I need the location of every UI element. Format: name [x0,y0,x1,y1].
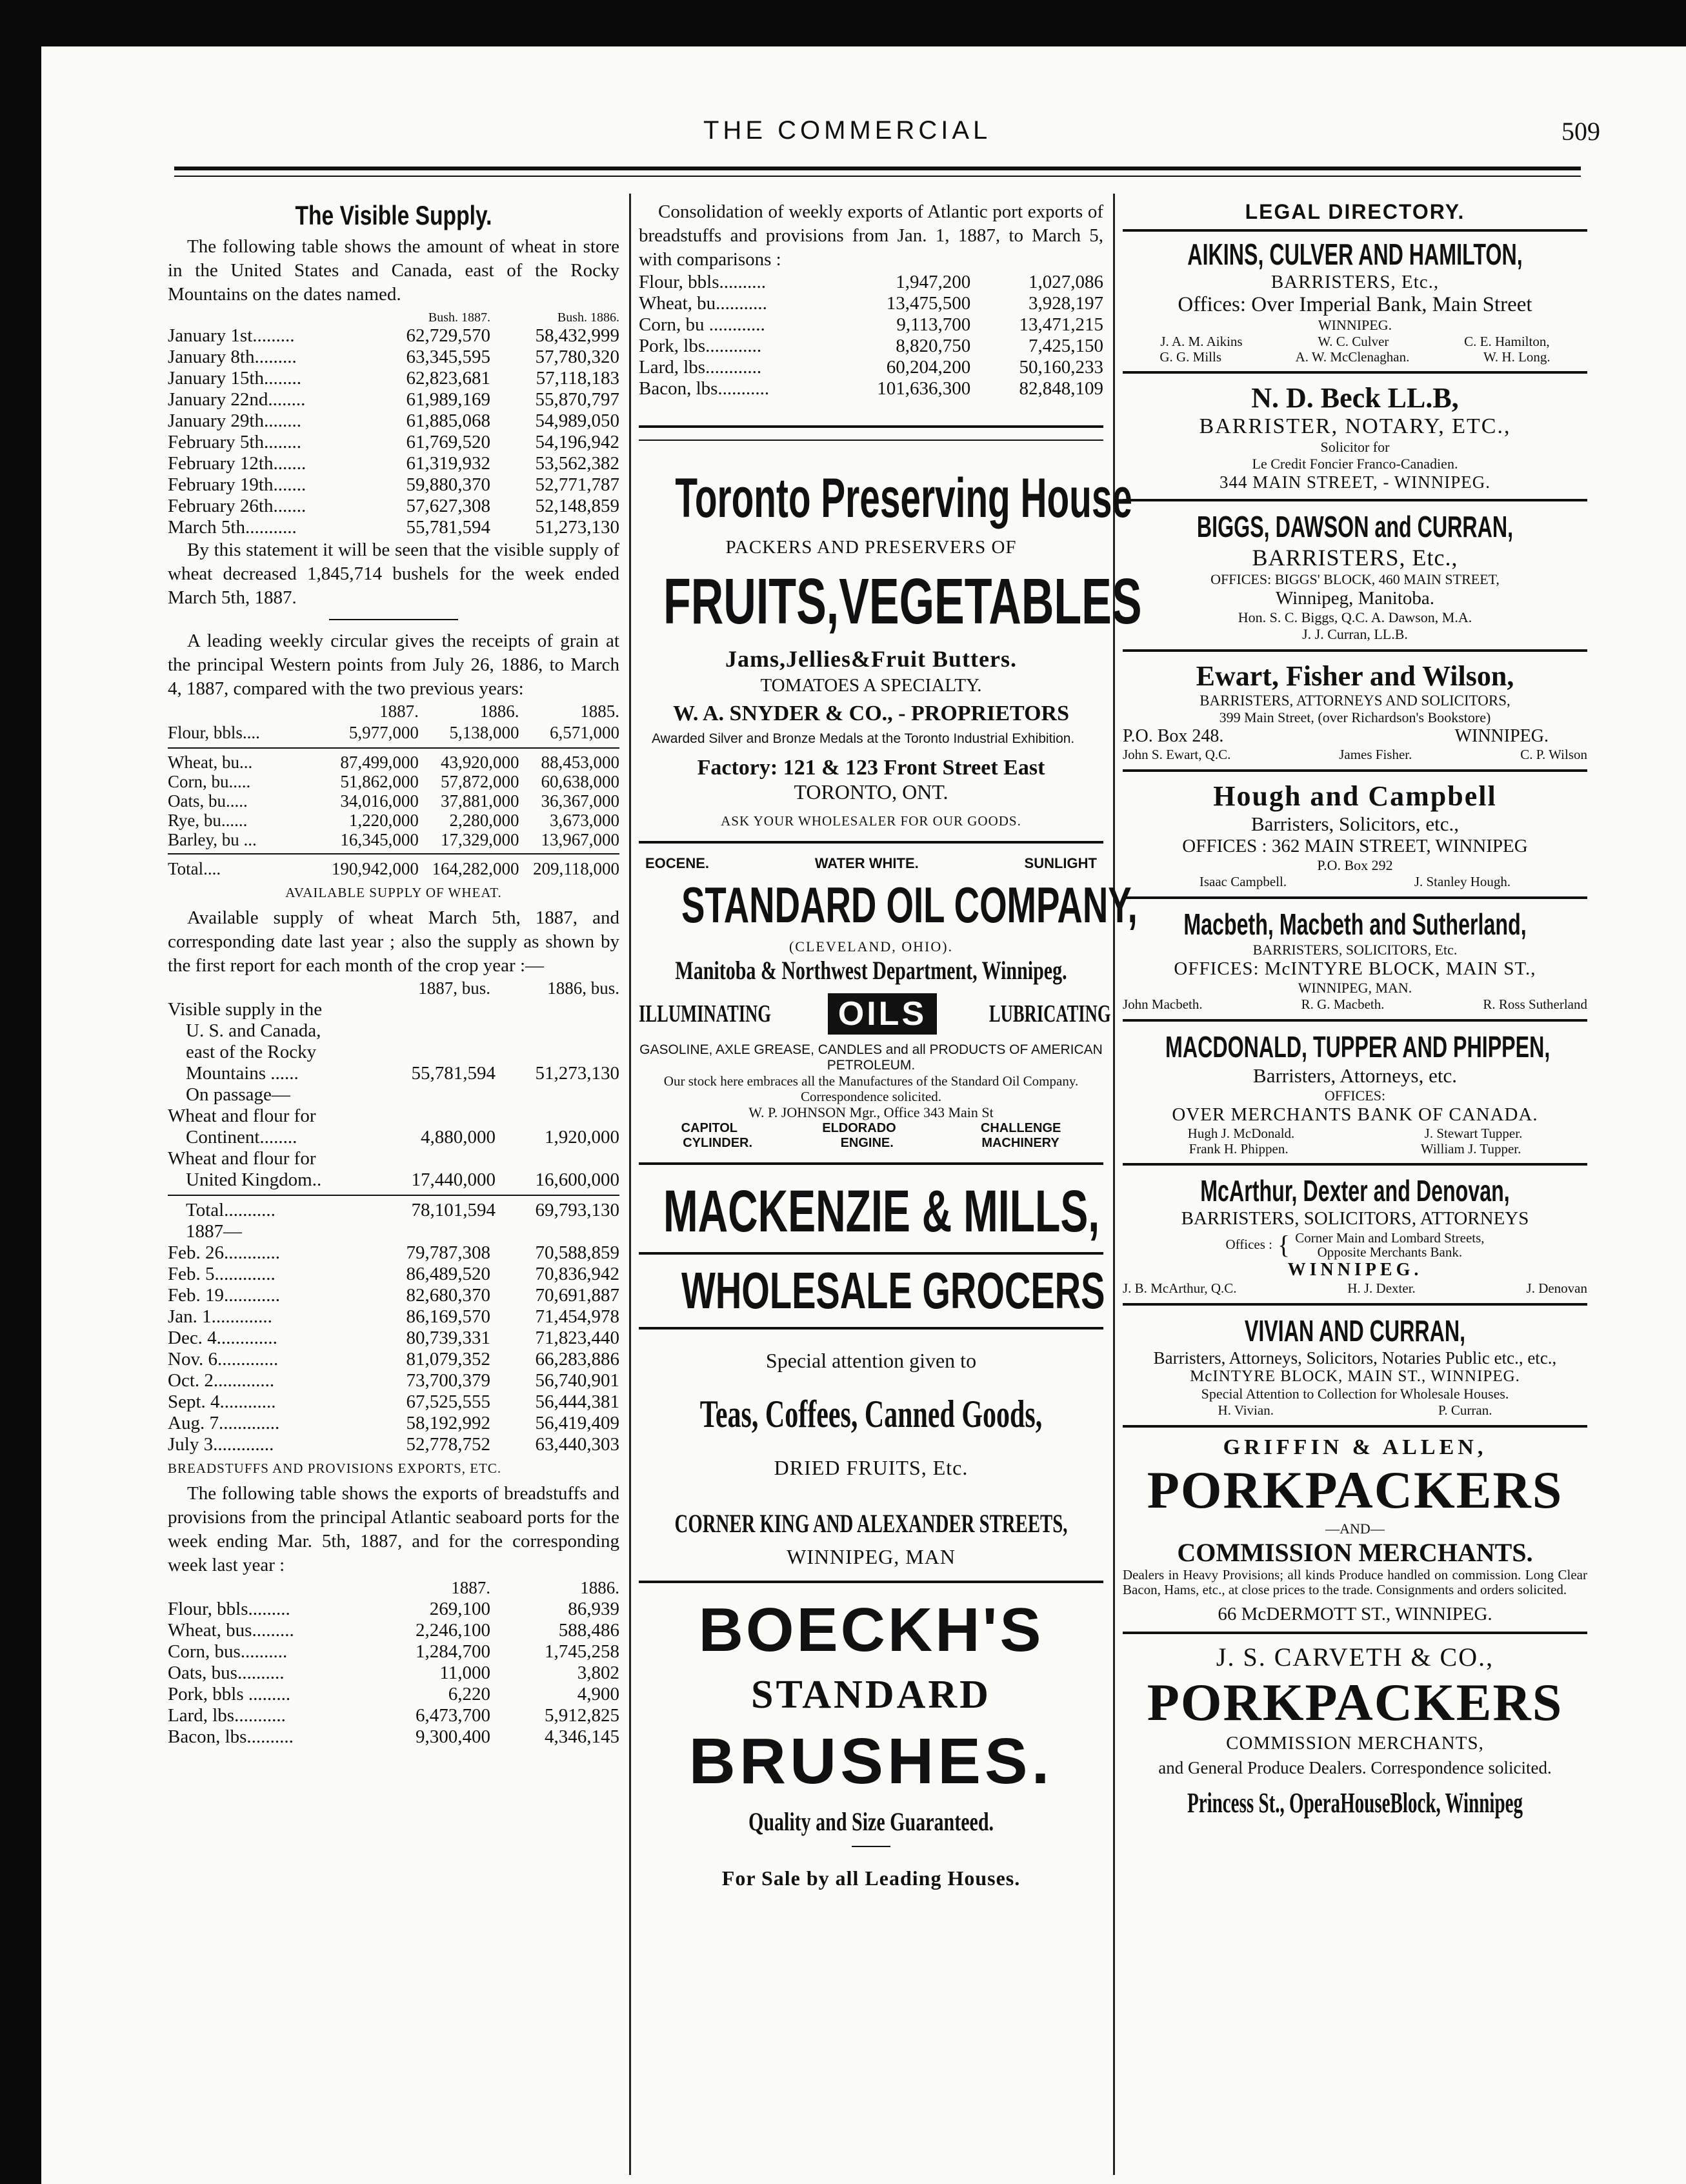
listing-text: Winnipeg, Manitoba. [1275,588,1435,609]
table-row: Corn, bu ............ 9,113,700 13,471,215 [639,314,1104,335]
table-row: U. S. and Canada, [186,1020,321,1041]
column-divider-1 [629,194,631,2175]
available-supply-table [168,1242,619,1455]
divider [852,1846,890,1847]
ad-text: TOMATOES A SPECIALTY. [760,675,982,696]
table-row: Wheat and flour for [168,1106,316,1126]
listing-text: BARRISTERS, Etc., [1252,545,1458,571]
ad-divider [639,1252,1103,1255]
scan-left-border [0,46,41,2184]
listing-text: BARRISTERS, ATTORNEYS AND SOLICITORS, [1199,693,1510,709]
ad-divider [639,1327,1103,1330]
divider [168,853,619,854]
page-number: 509 [1561,117,1600,146]
listing-text: WINNIPEG. [1318,317,1392,333]
listing-title: MACDONALD, TUPPER AND PHIPPEN, [1165,1030,1551,1064]
table-row: March 5th........... 55,781,594 51,273,130 [168,517,619,538]
listing-text: Barristers, Solicitors, etc., [1251,813,1459,835]
listing-names: Isaac Campbell. J. Stanley Hough. [1199,874,1511,889]
table-row: January 1st......... 62,729,570 58,432,999 [168,325,619,346]
listing-title: Ewart, Fisher and Wilson, [1196,660,1514,692]
ad-tags: EOCENE. WATER WHITE. SUNLIGHT [645,855,1097,871]
listing-text: 399 Main Street, (over Richardson's Bookstore) [1219,709,1491,725]
table-row: United Kingdom.. 17,440,000 16,600,000 [186,1169,619,1190]
listing-vivian [1123,1313,1587,1419]
table-row: Wheat and flour for [168,1148,316,1169]
listing-title: VIVIAN AND CURRAN, [1244,1314,1466,1348]
dir-divider [1123,1425,1587,1428]
ad-text: CAPITOL ELDORADO CHALLENGE [681,1121,1061,1135]
listing-text: McINTYRE BLOCK, MAIN ST., WINNIPEG. [1190,1368,1520,1385]
ad-text: LUBRICATING [989,1000,1111,1027]
paragraph: A leading weekly circular gives the receipts of grain at the principal Western points from July 26, 1886, to March 4, 1887, compared with the two previous years: [168,631,619,699]
table-row: January 8th......... 63,345,595 57,780,320 [168,347,619,367]
table-row: Sept. 4............ 67,525,555 56,444,381 [168,1391,619,1412]
boeckh-brushes-ad [639,1595,1103,1890]
table-header: Bush. 1887. Bush. 1886. [428,310,619,325]
listing-text: Offices: Over Imperial Bank, Main Street [1178,293,1532,316]
listing-title: BIGGS, DAWSON and CURRAN, [1196,510,1514,543]
paragraph: By this statement it will be seen that the visible supply of wheat decreased 1,845,714 bushels for the week ended March 5th, 1887. [168,540,619,608]
table-row: February 5th........ 61,769,520 54,196,942 [168,432,619,452]
table-row: February 12th....... 61,319,932 53,562,382 [168,453,619,474]
visible-supply-table [168,325,619,538]
table-row: January 22nd........ 61,989,169 55,870,797 [168,389,619,410]
ad-text: Special attention given to [765,1349,977,1372]
listing-names: J. A. M. Aikins W. C. Culver C. E. Hamilton, [1160,334,1550,349]
table-row: Feb. 5............. 86,489,520 70,836,942 [168,1264,619,1284]
column-visible-supply [168,187,619,1748]
ad-headline: FRUITS,VEGETABLES [663,565,1142,638]
ad-text: Princess St., OperaHouseBlock, Winnipeg [1187,1787,1523,1819]
listing-aikins [1123,237,1587,365]
listing-text: WINNIPEG, MAN. [1298,980,1412,996]
listing-names: G. G. Mills A. W. McClenaghan. W. H. Long. [1159,349,1551,365]
table-row: On passage— [186,1084,290,1105]
oils-banner [639,993,1111,1035]
dir-divider [1123,1303,1587,1306]
table-row: Corn, bu..... 51,862,000 57,872,000 60,638,000 [168,772,620,791]
ad-text: Factory: 121 & 123 Front Street East [697,756,1045,780]
listing-mcarthur [1123,1173,1587,1297]
table-row: Bacon, lbs.......... 9,300,400 4,346,145 [168,1726,619,1747]
table-row: Wheat, bu........... 13,475,500 3,928,197 [639,293,1104,314]
table-row: Dec. 4............. 80,739,331 71,823,440 [168,1328,619,1348]
listing-text: P.O. Box 292 [1317,857,1393,873]
table-row: Oats, bus.......... 11,000 3,802 [168,1663,619,1683]
table-row: Oct. 2............. 73,700,379 56,740,901 [168,1370,619,1391]
ad-subtitle: PACKERS AND PRESERVERS OF [725,537,1017,558]
ad-title: MACKENZIE & MILLS, [663,1178,1100,1244]
subheading: BREADSTUFFS AND PROVISIONS EXPORTS, ETC. [168,1461,502,1476]
listing-text: BARRISTER, NOTARY, ETC., [1199,414,1511,438]
ad-text: (CLEVELAND, OHIO). [788,938,954,955]
ad-headline: PORKPACKERS [1147,1461,1563,1519]
dir-divider [1123,769,1587,772]
table-row: east of the Rocky [186,1042,317,1062]
listing-text: OFFICES: BIGGS' BLOCK, 460 MAIN STREET, [1210,571,1500,587]
ad-text: —AND— [1325,1521,1385,1537]
table-total-row: Total........... 78,101,594 69,793,130 [186,1200,619,1220]
ad-headline: BRUSHES. [688,1725,1054,1797]
ad-text: W. P. JOHNSON Mgr., Office 343 Main St [748,1104,994,1120]
table-header: 1887, bus. 1886, bus. [418,978,619,998]
listing-ewart [1123,660,1587,763]
dir-divider [1123,1019,1587,1022]
listing-text: Le Credit Foncier Franco-Canadien. [1252,456,1458,472]
scan-top-border [0,0,1686,46]
ad-text: Jams,Jellies&Fruit Butters. [725,646,1017,672]
ad-text: Dealers in Heavy Provisions; all kinds Produce handled on commission. Long Clear Bacon, Hams, etc., at close prices to the trade. Consignments and orders solicited. [1123,1567,1587,1597]
table-row: July 3............. 52,778,752 63,440,303 [168,1434,619,1455]
listing-macdonald [1123,1029,1587,1157]
ad-title: Toronto Preserving House [675,467,1132,529]
consolidation-table [639,272,1103,399]
table-row: Wheat, bus......... 2,246,100 588,486 [168,1620,619,1641]
listing-text: BARRISTERS, SOLICITORS, Etc. [1252,942,1458,958]
listing-biggs [1123,509,1587,643]
listing-beck [1123,381,1587,492]
listing-text: WINNIPEG. [1287,1260,1423,1280]
table-row: February 19th....... 59,880,370 52,771,787 [168,474,619,495]
ad-text: WINNIPEG, MAN [787,1545,956,1568]
table-row: Barley, bu ... 16,345,000 17,329,000 13,967,000 [168,830,620,849]
section-heading: The Visible Supply. [295,200,492,230]
carveth-ad [1123,1642,1587,1819]
ad-text: GASOLINE, AXLE GREASE, CANDLES and all PRODUCTS OF AMERICAN PETROLEUM. [639,1042,1103,1073]
dir-divider [1123,371,1587,374]
table-header: 1887. 1886. [451,1578,619,1597]
ad-text: Awarded Silver and Bronze Medals at the Toronto Industrial Exhibition. [652,731,1075,746]
table-row: Feb. 19............ 82,680,370 70,691,887 [168,1285,619,1306]
table-header: 1887. 1886. 1885. [379,702,620,721]
ad-title: BOECKH'S [698,1595,1044,1664]
listing-text: OFFICES: McINTYRE BLOCK, MAIN ST., [1174,958,1536,979]
ad-divider [639,841,1103,844]
ad-divider [639,440,1103,441]
table-row: Feb. 26............ 79,787,308 70,588,859 [168,1242,619,1263]
toronto-preserving-ad [639,467,1142,829]
ad-text: CORNER KING AND ALEXANDER STREETS, [674,1509,1068,1538]
divider [168,747,619,749]
ad-text: W. A. SNYDER & CO., - PROPRIETORS [673,702,1069,725]
table-row: Visible supply in the [168,999,323,1020]
listing-names: Hugh J. McDonald. J. Stewart Tupper. [1187,1126,1523,1141]
ad-text: and General Produce Dealers. Correspondence solicited. [1158,1758,1552,1777]
standard-oil-ad [639,855,1138,1151]
table-row: February 26th....... 57,627,308 52,148,859 [168,496,619,516]
ad-text: ILLUMINATING [639,1000,771,1027]
listing-text: Solicitor for [1320,439,1390,455]
table-row: Lard, lbs............ 60,204,200 50,160,233 [639,357,1104,378]
grain-receipts-table [168,753,619,849]
header-rule-thin [174,176,1581,177]
listing-text: Barristers, Attorneys, etc. [1253,1064,1457,1087]
table-row: January 29th........ 61,885,068 54,989,050 [168,410,619,431]
table-row: Aug. 7............. 58,192,992 56,419,409 [168,1413,619,1433]
ad-divider [639,1581,1103,1583]
dir-divider [1123,896,1587,899]
dir-divider [1123,499,1587,501]
listing-title: N. D. Beck LL.B, [1251,382,1459,414]
listing-title: McArthur, Dexter and Denovan, [1200,1174,1510,1208]
page-title: THE COMMERCIAL [703,116,992,145]
paragraph: Available supply of wheat March 5th, 1887, and corresponding date last year ; also the supply as shown by the first report for each month of the crop year :— [168,907,619,976]
ad-title: STANDARD OIL COMPANY, [681,876,1138,933]
dir-divider [1123,1163,1587,1166]
ad-text: CYLINDER. ENGINE. MACHINERY [683,1136,1059,1150]
listing-text: Special Attention to Collection for Wholesale Houses. [1201,1386,1509,1402]
header-rule [174,167,1581,170]
column-advertisements [639,200,1142,1890]
ad-text: For Sale by all Leading Houses. [721,1866,1021,1890]
listing-names: John Macbeth. R. G. Macbeth. R. Ross Sutherland [1123,996,1587,1012]
ad-text: Our stock here embraces all the Manufactures of the Standard Oil Company. Correspondence solicited. [663,1073,1079,1104]
listing-hough [1123,780,1587,890]
listing-title: Hough and Campbell [1213,780,1497,812]
table-row: Corn, bus.......... 1,284,700 1,745,258 [168,1641,619,1662]
listing-names: J. B. McArthur, Q.C. H. J. Dexter. J. Denovan [1123,1280,1587,1296]
listing-text: Barristers, Attorneys, Solicitors, Notaries Public etc., etc., [1153,1348,1557,1368]
table-row: Wheat, bu... 87,499,000 43,920,000 88,453,000 [168,753,620,772]
dir-divider [1123,229,1587,232]
table-row: Pork, lbs............ 8,820,750 7,425,150 [639,336,1104,356]
listing-text: OFFICES: [1324,1087,1386,1104]
ad-title: J. S. CARVETH & CO., [1216,1643,1494,1672]
ad-text: TORONTO, ONT. [794,780,948,804]
listing-names: H. Vivian. P. Curran. [1218,1402,1492,1418]
listing-names: John S. Ewart, Q.C. James Fisher. C. P. Wilson [1123,747,1587,762]
listing-macbeth [1123,907,1587,1013]
table-row: Rye, bu...... 1,220,000 2,280,000 3,673,000 [168,811,620,830]
paragraph: The following table shows the exports of breadstuffs and provisions from the principal Atlantic seaboard ports for the week ending Mar. 5th, 1887, and for the corresponding week last year : [168,1483,619,1575]
ad-text: COMMISSION MERCHANTS. [1177,1538,1533,1567]
table-row: Continent........ 4,880,000 1,920,000 [186,1127,619,1148]
subheading: AVAILABLE SUPPLY OF WHEAT. [285,885,502,900]
divider [168,1195,619,1196]
ad-text: Teas, Coffees, Canned Goods, [699,1393,1043,1435]
ad-text: 66 McDERMOTT ST., WINNIPEG. [1218,1604,1492,1624]
column-legal-directory [1123,187,1587,1819]
table-row: Flour, bbls......... 269,100 86,939 [168,1599,619,1619]
listing-title: AIKINS, CULVER AND HAMILTON, [1187,238,1523,271]
ad-divider [639,425,1103,428]
table-row: Flour, bbls.... 5,977,000 5,138,000 6,571,000 [168,723,620,742]
listing-text: OVER MERCHANTS BANK OF CANADA. [1172,1104,1538,1125]
ad-subtitle: STANDARD [751,1673,991,1717]
listing-text: J. J. Curran, LL.B. [1302,626,1408,642]
ad-text: OILS [828,993,937,1035]
listing-title: Macbeth, Macbeth and Sutherland, [1183,907,1527,941]
listing-text: BARRISTERS, SOLICITORS, ATTORNEYS [1181,1208,1529,1229]
paragraph: The following table shows the amount of wheat in store in the United States and Canada, east of the Rocky Mountains on the dates named. [168,236,619,305]
listing-text: BARRISTERS, Etc., [1270,272,1440,292]
listing-text: Offices : { Corner Main and Lombard Streets, Opposite Merchants Bank. [1225,1229,1485,1260]
table-row: Flour, bbls.......... 1,947,200 1,027,086 [639,272,1104,292]
table-row: 1887— [186,1221,242,1242]
ad-text: DRIED FRUITS, Etc. [774,1456,968,1479]
divider [329,619,458,620]
ad-headline: WHOLESALE GROCERS [681,1262,1105,1319]
listing-text: 344 MAIN STREET, - WINNIPEG. [1219,472,1490,492]
listing-text: P.O. Box 248. WINNIPEG. [1123,726,1549,746]
ad-divider [639,1162,1103,1165]
ad-text: COMMISSION MERCHANTS, [1226,1733,1484,1754]
dir-divider [1123,1632,1587,1634]
ad-text: Quality and Size Guaranteed. [748,1807,994,1836]
table-row: Jan. 1............. 86,169,570 71,454,978 [168,1306,619,1327]
table-row: January 15th........ 62,823,681 57,118,183 [168,368,619,389]
mackenzie-mills-ad [639,1178,1103,1569]
exports-table [168,1599,619,1748]
listing-text: OFFICES : 362 MAIN STREET, WINNIPEG [1182,836,1528,856]
table-row: Bacon, lbs........... 101,636,300 82,848,109 [639,378,1104,399]
paragraph: Consolidation of weekly exports of Atlantic port exports of breadstuffs and provisions from Jan. 1, 1887, to March 5, with comparisons : [639,201,1103,270]
table-total-row: Total.... 190,942,000 164,282,000 209,118,000 [168,859,620,878]
table-row: Nov. 6............. 81,079,352 66,283,886 [168,1349,619,1370]
listing-names: Frank H. Phippen. William J. Tupper. [1189,1141,1521,1157]
ad-text: Manitoba & Northwest Department, Winnipeg. [675,956,1067,985]
section-heading: LEGAL DIRECTORY. [1245,200,1465,223]
table-row: Pork, bbls ......... 6,220 4,900 [168,1684,619,1704]
ad-headline: PORKPACKERS [1147,1673,1563,1732]
table-row: Lard, lbs........... 6,473,700 5,912,825 [168,1705,619,1726]
ad-text: ASK YOUR WHOLESALER FOR OUR GOODS. [721,813,1021,829]
griffin-allen-ad [1123,1435,1587,1625]
dir-divider [1123,649,1587,652]
table-row: Mountains ...... 55,781,594 51,273,130 [186,1063,619,1084]
listing-text: Hon. S. C. Biggs, Q.C. A. Dawson, M.A. [1238,609,1472,625]
table-row: Oats, bu..... 34,016,000 37,881,000 36,367,000 [168,791,620,811]
ad-title: GRIFFIN & ALLEN, [1223,1435,1487,1459]
